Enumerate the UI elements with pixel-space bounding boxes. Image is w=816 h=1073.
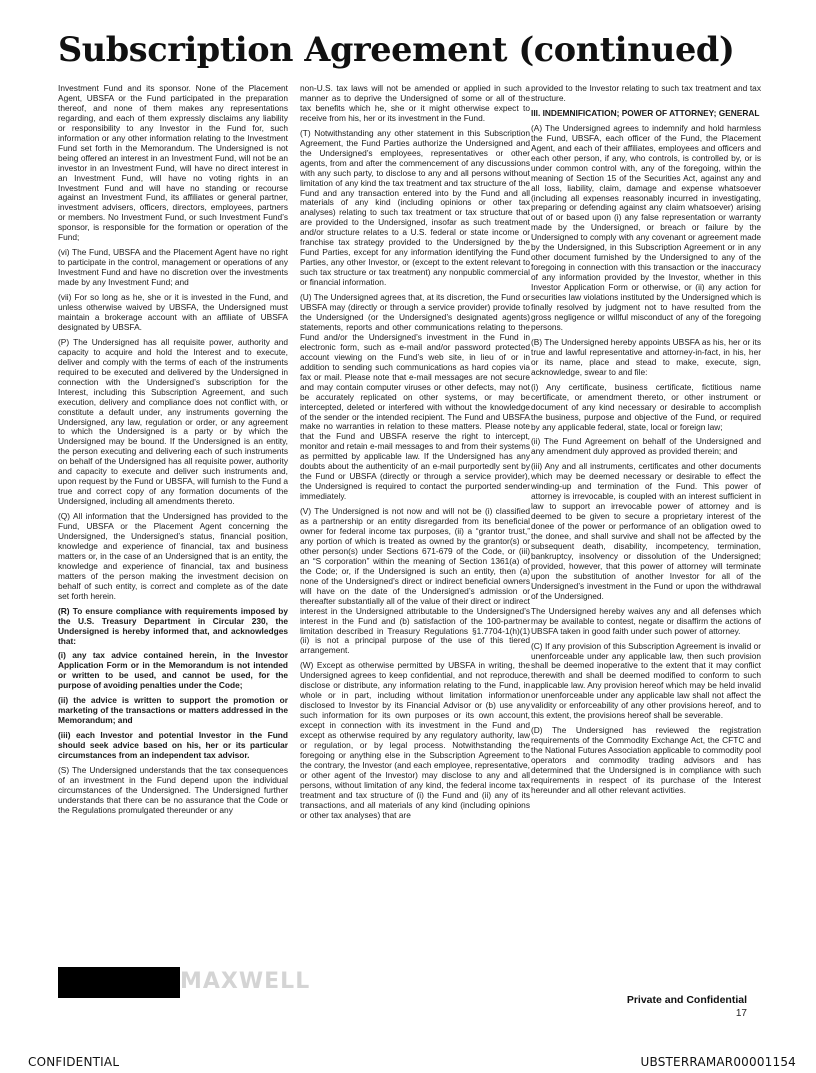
paragraph: (iii) each Investor and potential Investor in the Fund should seek advice based on his, her or its particular circumstances from an independent tax advisor. bbox=[58, 730, 288, 761]
paragraph: The Undersigned hereby waives any and all defenses which may be available to contest, negate or disaffirm the actions of UBSFA taken in good faith under such power of attorney. bbox=[531, 605, 761, 636]
confidential-footer: CONFIDENTIAL bbox=[28, 1055, 120, 1069]
text-column-1 bbox=[58, 84, 288, 821]
paragraph: (ii) the advice is written to support the promotion or marketing of the transactions or matters addressed in the Memorandum; and bbox=[58, 695, 288, 726]
text-column-2 bbox=[300, 84, 530, 826]
paragraph: (Q) All information that the Undersigned has provided to the Fund, UBSFA or the Placement Agent concerning the Undersigned, the Undersigned’s status, financial position, knowledge and experience of financial, tax and business matters or, in the case of an Undersigned that is an entity, the knowledge and experience of financial, tax and business matters of the person making the investment decision on behalf of such entity, is correct and complete as of the date set forth herein. bbox=[58, 511, 288, 601]
paragraph: (iii) Any and all instruments, certificates and other documents which may be deemed necessary or desirable to effect the winding-up and termination of the Fund. This power of attorney is irrevocable, is coupled with an interest sufficient in law to support an irrevocable power of attorney and is deemed to be given to secure a proprietary interest of the donee of the power or performance of an obligation owed to the donee, and shall survive and shall not be affected by the subsequent death, disability, incompetency, termination, bankruptcy, insolvency or dissolution of the Undersigned; provided, however, that this power of attorney will terminate upon the substitution of another Investor for all of the Undersigned’s investment in the Fund or upon the withdrawal of the Undersigned. bbox=[531, 461, 761, 601]
paragraph: Investment Fund and its sponsor. None of the Placement Agent, UBSFA or the Fund participated in the preparation thereof, and none of them makes any representations regarding, and each of them expressly disclaims any liability or responsibility to any Investor in the Fund for, such information or any other information relating to the Investment Fund set forth in the Memorandum. The Undersigned is not being offered an interest in an Investment Fund, will not be an investor in an Investment Fund, will have no direct interest in an Investment Fund, will have no voting rights in an Investment Fund and will have no standing or recourse against an Investment Fund, its affiliates or general partner, investment advisers, officers, directors, employees, partners or members. No Investment Fund, or such Investment Fund’s sponsor, is responsible for the formation or operation of the Fund; bbox=[58, 83, 288, 243]
paragraph: (C) If any provision of this Subscription Agreement is invalid or unenforceable under any applicable law, then such provision shall be deemed inoperative to the extent that it may conflict therewith and shall be deemed modified to conform to such applicable law. Any provision hereof which may be held invalid or unenforceable under any applicable law shall not affect the validity or enforceability of any other provisions hereof, and to this extent, the provisions hereof shall be severable. bbox=[531, 640, 761, 721]
paragraph: (R) To ensure compliance with requirements imposed by the U.S. Treasury Department in Circular 230, the Undersigned is hereby informed that, and acknowledges that: bbox=[58, 605, 288, 646]
section-heading: III. INDEMNIFICATION; POWER OF ATTORNEY; GENERAL bbox=[531, 107, 760, 118]
paragraph: (D) The Undersigned has reviewed the registration requirements of the Commodity Exchange Act, the CFTC and the National Futures Association applicable to commodity pool operators and commodity trading advisors and has determined that the Undersigned is in compliance with such requirements in respect of its purchase of the Interest hereunder and all other relevant activities. bbox=[531, 725, 761, 795]
paragraph: provided to the Investor relating to such tax treatment and tax structure. bbox=[531, 83, 761, 103]
page-number: 17 bbox=[735, 1008, 747, 1019]
redaction-box bbox=[58, 967, 180, 998]
paragraph: (P) The Undersigned has all requisite power, authority and capacity to acquire and hold the Interest and to execute, deliver and comply with the terms of each of the instruments required to be executed and delivered by the Undersigned in connection with the Undersigned’s subscription for the Interest, including this Subscription Agreement, and such execution, delivery and compliance does not conflict with, or constitute a default under, any instruments governing the Undersigned, any law, regulation or order, or any agreement to which the Undersigned is a party or by which the Undersigned may be bound. If the Undersigned is an entity, the person executing and delivering each of such instruments on behalf of the Undersigned has all requisite power, authority and capacity to execute and deliver such instruments and, upon request by the Fund or UBSFA, will furnish to the Fund a true and correct copy of any formation documents of the Undersigned, including all amendments thereto. bbox=[58, 336, 288, 507]
page-title: Subscription Agreement (continued) bbox=[58, 30, 735, 69]
paragraph: (U) The Undersigned agrees that, at its discretion, the Fund or UBSFA may (directly or through a service provider) provide to the Undersigned (or the Undersigned’s designated agents) statements, reports and other communications relating to the Fund and/or the Undersigned’s investment in the Fund in electronic form, such as e-mail and/or password protected account viewing on the Fund’s web site, in lieu of or in addition to sending such communications as hard copies via fax or mail. Please note that e-mail messages are not secure and may contain computer viruses or other defects, may not be accurately replicated on other systems, or may be intercepted, deleted or interfered with without the knowledge of the sender or the intended recipient. The Fund and UBSFA make no warranties in relation to these matters. Please note that the Fund and UBSFA reserve the right to intercept, monitor and retain e-mail messages to and from their systems as permitted by applicable law. If the Undersigned has any doubts about the authenticity of an e-mail purportedly sent by the Fund or UBSFA (directly or through a service provider), the Undersigned is required to contact the purported sender immediately. bbox=[300, 292, 530, 502]
paragraph: (W) Except as otherwise permitted by UBSFA in writing, the Undersigned agrees to keep confidential, and not reproduce, disclose or distribute, any information relating to the Fund, in whole or in part, including without limitation information disclosed to Investor by its Financial Advisor or (b) use any such information for its own purposes or its own account, except in connection with its investment in the Fund and except as otherwise required by any regulatory authority, law or regulation, or by legal process. Notwithstanding the foregoing or anything else in the Subscription Agreement to the contrary, the Investor (and each employee, representative, or other agent of the Investor) may disclose to any and all persons, without limitation of any kind, the federal income tax treatment and tax structure of (i) the Fund and (ii) any of its transactions, and all materials of any kind (including opinions or other tax analyses) that are bbox=[300, 660, 530, 820]
paragraph: (vi) The Fund, UBSFA and the Placement Agent have no right to participate in the control, management or operations of any Investment Fund and have no discretion over the investments made by any Investment Fund; and bbox=[58, 247, 288, 288]
paragraph: (ii) The Fund Agreement on behalf of the Undersigned and any amendment duly approved as provided therein; and bbox=[531, 436, 761, 457]
paragraph: (i) Any certificate, business certificate, fictitious name certificate, or amendment thereto, or other instrument or document of any kind necessary or desirable to accomplish the business, purpose and objective of the Fund, or required by any applicable federal, state, local or foreign law; bbox=[531, 381, 761, 432]
paragraph: (i) any tax advice contained herein, in the Investor Application Form or in the Memorandum is not intended or written to be used, and cannot be used, for the purpose of avoiding penalties under the Code; bbox=[58, 650, 288, 691]
paragraph: (V) The Undersigned is not now and will not be (i) classified as a partnership or an entity disregarded from its beneficial owner for federal income tax purposes, (ii) a “grantor trust,” any portion of which is treated as owned by the grantor(s) or other person(s) under Sections 671-679 of the Code, or (iii) an “S corporation” within the meaning of Section 1361(a) of the Code; or, if the Undersigned is such an entity, then (a) none of the Undersigned’s direct or indirect beneficial owners will have on the date of the Undersigned’s admission or thereafter substantially all of the value of their direct or indirect interest in the Undersigned attributable to the Undersigned’s interest in the Fund and (b) satisfaction of the 100-partner limitation described in Treasury Regulations §1.7704-1(h)(1)(ii) is not a principal purpose of the use of this tiered arrangement. bbox=[300, 506, 530, 656]
watermark: MAXWELL bbox=[180, 969, 311, 994]
paragraph: (S) The Undersigned understands that the tax consequences of an investment in the Fund depend upon the individual circumstances of the Undersigned. The Undersigned further understands that there can be no assurance that the Code or the Regulations promulgated thereunder or any bbox=[58, 765, 288, 815]
paragraph: (B) The Undersigned hereby appoints UBSFA as his, her or its true and lawful representative and attorney-in-fact, in his, her or its name, place and stead to make, execute, sign, acknowledge, swear to and file: bbox=[531, 336, 761, 377]
paragraph: non-U.S. tax laws will not be amended or applied in such a manner as to deprive the Undersigned of some or all of the tax benefits which he, she or it might otherwise expect to receive from his, her or its investment in the Fund. bbox=[300, 83, 530, 123]
paragraph: (vii) For so long as he, she or it is invested in the Fund, and unless otherwise waived by UBSFA, the Undersigned must maintain a brokerage account with an affiliate of UBSFA designated by UBSFA. bbox=[58, 292, 288, 332]
paragraph: (T) Notwithstanding any other statement in this Subscription Agreement, the Fund Parties authorize the Undersigned and the Undersigned’s employees, representatives or other agents, from and after the commencement of any discussions with any such party, to disclose to any and all persons without limitation of any kind the tax treatment and tax structure of the Fund and any transaction entered into by the Fund and all materials of any kind (including opinions or other tax analyses) relating to such tax treatment or tax structure that are provided to the Undersigned, insofar as such treatment and/or structure relates to a U.S. federal or state income or franchise tax strategy provided to the Undersigned by the Fund Parties, except for any information identifying the Fund Parties, any other Investor, or (except to the extent relevant to such tax structure or tax treatment) any nonpublic commercial or financial information. bbox=[300, 127, 530, 288]
text-column-3 bbox=[531, 84, 761, 801]
private-and-confidential-label: Private and Confidential bbox=[626, 994, 747, 1006]
paragraph: (A) The Undersigned agrees to indemnify and hold harmless the Fund, UBSFA, each officer of the Fund, the Placement Agent, and each of their affiliates, employees and officers and each other person, if any, who controls, is controlled by, or is under common control with, any of the foregoing, within the meaning of Section 15 of the Securities Act, against any and all loss, liability, claim, damage and expense whatsoever (including all expenses reasonably incurred in investigating, preparing or defending against any claim whatsoever) arising out of or based upon (i) any false representation or warranty made by the Undersigned, or breach or failure by the Undersigned to comply with any covenant or agreement made by the Undersigned, in this Subscription Agreement or in any other document furnished by the Undersigned to any of the foregoing in connection with this transaction or the inaccuracy of any information provided by the Investor, whether in this Investor Application Form or otherwise, or (ii) any action for securities law violations instituted by the Undersigned which is finally resolved by judgment not to have resulted from the gross negligence or willful misconduct of any of the foregoing persons. bbox=[531, 122, 761, 332]
bates-number: UBSTERRAMAR00001154 bbox=[640, 1055, 796, 1069]
